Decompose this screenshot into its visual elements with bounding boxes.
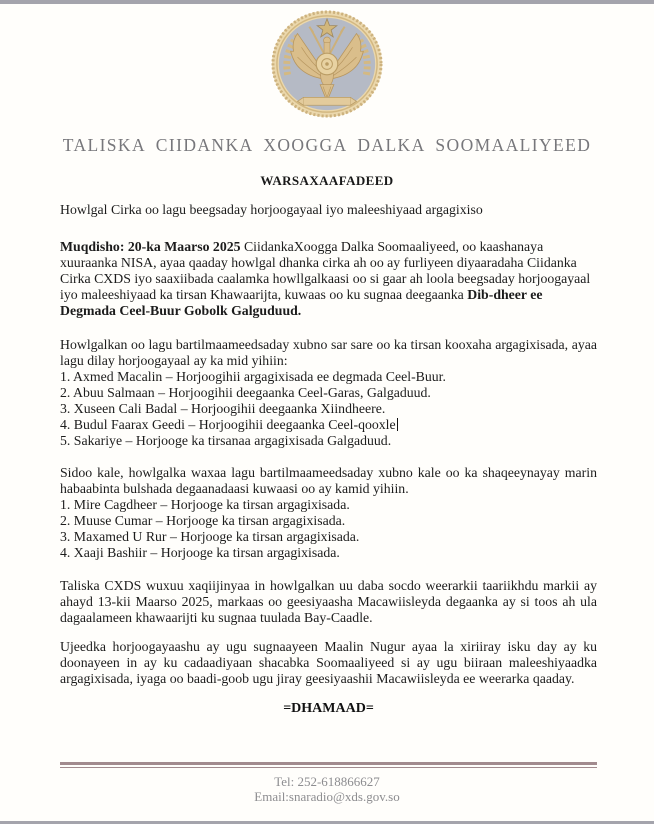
text-cursor bbox=[397, 418, 398, 431]
footer-phone: Tel: 252-618866627 bbox=[274, 774, 380, 789]
list-item: 2. Abuu Salmaan – Horjoogihii deegaanka Ceel-Garas, Galgaduud. bbox=[60, 385, 431, 400]
paragraph-purpose: Ujeedka horjoogayaashu ay ugu sugnaayeen Maalin Nugur ayaa la xiriiray isku day ay ku doonayeen in ay ku cadaadiyaan shacabka Soomaaliyeed si ay ugu biiraan maleeshiyaadka argagixisada, iyaga oo baadi-goob ugu jiray geesiyaashii Macawiisleyda ee weerarka qaaday. bbox=[60, 639, 597, 686]
list-item: 1. Mire Cagdheer – Horjooge ka tirsan argagixisada. bbox=[60, 497, 350, 512]
press-release-heading: WARSAXAAFADEED bbox=[260, 173, 394, 188]
list-item: 3. Maxamed U Rur – Horjooge ka tirsan argagixisada. bbox=[60, 529, 360, 544]
list-item-text: 4. Budul Faarax Geedi – Horjoogihii deegaanka Ceel-qooxle bbox=[60, 417, 396, 432]
targets-lead: Howlgalkan oo lagu bartilmaameedsaday xubno sar sare oo ka tirsan kooxaha argagixisada, ayaa lagu dilay horjoogayaal ay ka mid yihiin: bbox=[60, 337, 597, 368]
paragraph-dateline bbox=[60, 239, 597, 319]
list-item: 3. Xuseen Cali Badal – Horjoogihii deegaanka Xiindheere. bbox=[60, 401, 386, 416]
intro-line: Howlgal Cirka oo lagu beegsaday horjoogayaal iyo maleeshiyaad argagixiso bbox=[60, 202, 483, 217]
somali-armed-forces-emblem-icon bbox=[268, 8, 386, 120]
list-item bbox=[60, 417, 597, 433]
window-top-edge bbox=[0, 0, 654, 4]
paragraph-targets bbox=[60, 337, 597, 449]
footer-divider bbox=[60, 762, 597, 768]
paragraph-other-members bbox=[60, 465, 597, 561]
list-item: 5. Sakariye – Horjooge ka tirsanaa argagixisada Galgaduud. bbox=[60, 433, 392, 448]
location-bold: Dib-dheer ee Degmada Ceel-Buur Gobolk Galguduud. bbox=[60, 287, 543, 318]
end-of-release-mark: =DHAMAAD= bbox=[283, 701, 374, 716]
list-item: 2. Muuse Cumar – Horjooge ka tirsan argagixisada. bbox=[60, 513, 346, 528]
header-emblem bbox=[0, 0, 654, 120]
footer-email: Email:snaradio@xds.gov.so bbox=[254, 789, 400, 804]
list-item: 4. Xaaji Bashiir – Horjooge ka tirsan argagixisada. bbox=[60, 545, 340, 560]
killed-leaders-list bbox=[60, 369, 597, 449]
paragraph-confirmation: Taliska CXDS wuxuu xaqiijinyaa in howlgalkan uu daba socdo weerarkii taariikhdu markii ay ahayd 13-kii Maarso 2025, markaas oo geesiyaasha Macawiisleyda degaanka ay si toos ah ula dagaalameen khawaarijti ku sugnaa tuulada Bay-Caadle. bbox=[60, 578, 597, 625]
paragraph-dateline-text: CiidankaXoogga Dalka Soomaaliyeed, oo kaashanaya xuuraanka NISA, ayaa qaaday howlgal dhanka cirka ah oo ay furliyeen diyaaradaha Ciidanka Cirka CXDS iyo saaxiibada caalamka howllgalkaasi oo si gaar ah loola beegsaday horjoogayaal iyo maleeshiyaad ka tirsan Khawaarijta, kuwaas oo ku sugnaa deegaanka bbox=[60, 239, 591, 302]
document-body bbox=[60, 202, 597, 717]
list-item: 1. Axmed Macalin – Horjoogihii argagixisada ee degmada Ceel-Buur. bbox=[60, 369, 446, 384]
footer-contact bbox=[0, 774, 654, 804]
other-members-list bbox=[60, 497, 597, 561]
other-members-lead: Sidoo kale, howlgalka waxaa lagu bartilmaameedsaday xubno kale oo ka shaqeeynayay marin habaabinta bulshada degaanadaasi kuwaasi oo ay kamid yihiin. bbox=[60, 465, 597, 496]
page-title: TALISKA CIIDANKA XOOGGA DALKA SOOMAALIYEED bbox=[62, 135, 592, 155]
dateline-bold: Muqdisho: 20-ka Maarso 2025 bbox=[60, 239, 241, 254]
